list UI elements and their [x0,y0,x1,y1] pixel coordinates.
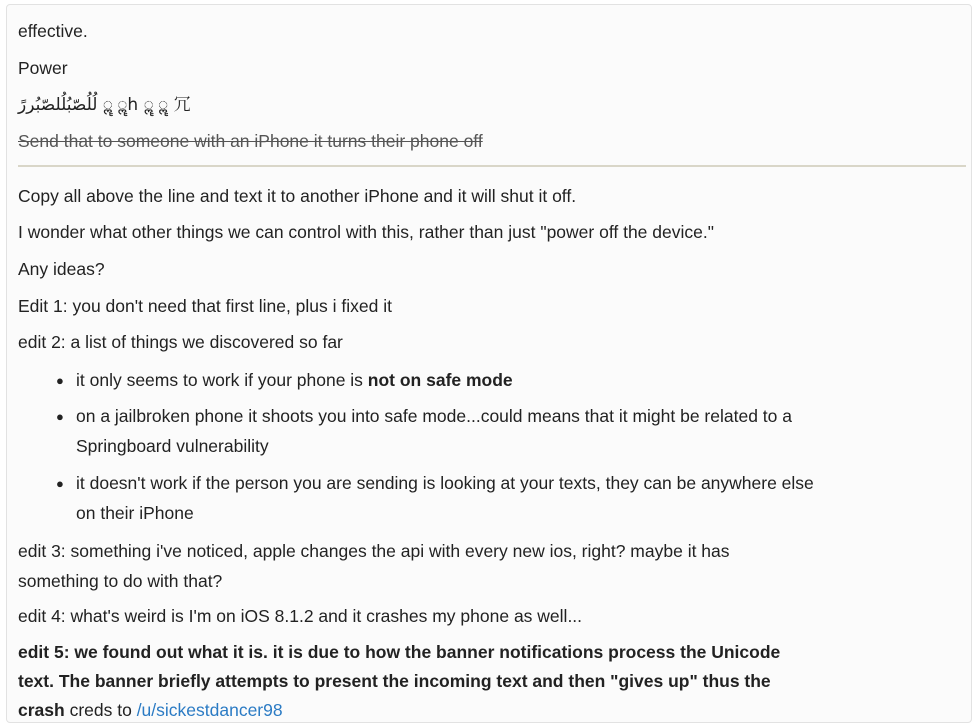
list-item-text-continued: on their iPhone [76,503,194,523]
user-link[interactable]: /u/sickestdancer98 [136,700,283,720]
strikethrough-line: Send that to someone with an iPhone it turns their phone off [18,131,483,151]
crash-text: crash [18,700,65,720]
list-item-text: it only seems to work if your phone is [76,370,368,390]
paragraph-ideas: Any ideas? [18,259,105,279]
edit-5-line-3 [18,696,283,725]
list-item-bold-text: not on safe mode [367,370,513,390]
paragraph-wonder: I wonder what other things we can control with this, rather than just "power off the device." [18,222,714,242]
edit-3-line-2: something to do with that? [18,571,223,591]
edit-1: Edit 1: you don't need that first line, plus i fixed it [18,296,392,316]
bullet-dot: ● [56,373,64,388]
bullet-dot: ● [56,409,64,424]
list-item-text-continued: Springboard vulnerability [76,436,269,456]
edit-3-line-1: edit 3: something i've noticed, apple changes the api with every new ios, right? maybe it has [18,541,730,561]
edit-5-line-2: text. The banner briefly attempts to present the incoming text and then "gives up" thus the [18,671,771,691]
list-item-text: it doesn't work if the person you are sending is looking at your texts, they can be anywhere else [76,473,814,493]
edit-2: edit 2: a list of things we discovered so far [18,332,343,352]
list-item-text: on a jailbroken phone it shoots you into safe mode...could means that it might be related to a [76,406,792,426]
paragraph-copy: Copy all above the line and text it to another iPhone and it will shut it off. [18,186,577,206]
text-line-power: Power [18,58,68,78]
edit-5-line-1: edit 5: we found out what it is. it is due to how the banner notifications process the Unicode [18,642,781,662]
creds-text: creds to [64,700,137,720]
edit-4: edit 4: what's weird is I'm on iOS 8.1.2 and it crashes my phone as well... [18,606,583,626]
text-line-effective: effective. [18,21,88,41]
horizontal-rule [18,165,966,167]
post-card [6,4,972,723]
unicode-glyph-line: لُلُصّبُلُلصّبُررً ॣ ॣh ॣ ॣ 冗 [18,95,191,115]
bullet-dot: ● [56,476,64,491]
